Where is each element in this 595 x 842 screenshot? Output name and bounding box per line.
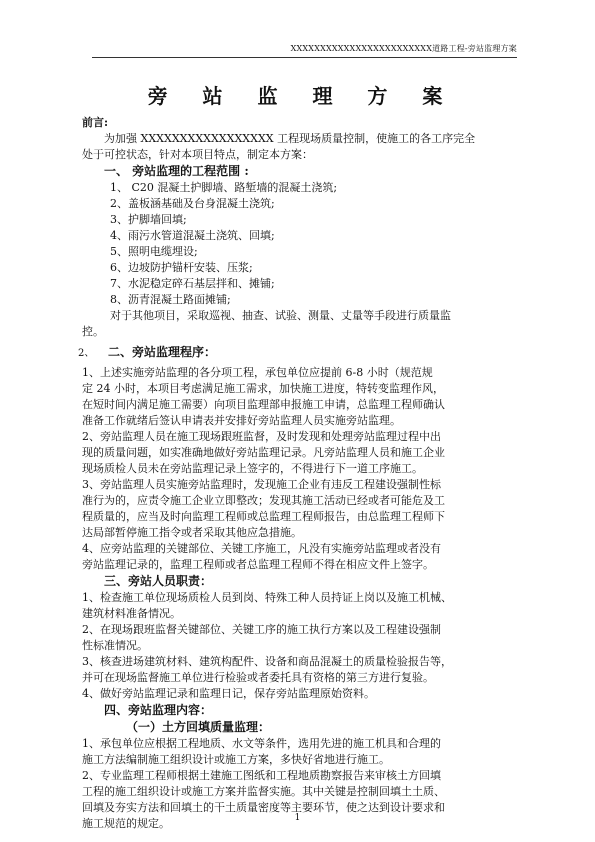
- content-line: 1、承包单位应根据工程地质、水文等条件，选用先进的施工机具和合理的: [82, 737, 441, 750]
- scope-item: 6、边坡防护锚杆安装、压浆;: [110, 261, 253, 274]
- scope-item: 5、照明电缆埋设;: [110, 245, 198, 258]
- procedure-line: 准备工作就绪后签认申请表并安排好旁站监理人员实施旁站监理。: [82, 414, 401, 427]
- content-line: 2、专业监理工程师根据土建施工图纸和工程地质勘察报告来审核土方回填: [82, 769, 441, 782]
- procedure-line: 达局部暂停施工指令或者采取其他应急措施。: [82, 526, 302, 539]
- preface-label: 前言:: [82, 116, 109, 129]
- scope-item: 3、护脚墙回填;: [110, 213, 187, 226]
- subsection1-title: （一）土方回填质量监理：: [126, 720, 271, 734]
- procedure-line: 程质量的，应当及时向监理工程师或总监理工程师报告，由总监理工程师下: [82, 510, 445, 523]
- content-line: 工程的施工组织设计或施工方案并监督实施。其中关键是控制回填土土质、: [82, 785, 445, 798]
- section1-title: 一、 旁站监理的工程范围 :: [104, 164, 249, 178]
- duty-line: 4、做好旁站监理记录和监理日记，保存旁站监理原始资料。: [82, 687, 375, 700]
- procedure-line: 1、上述实施旁站监理的各分项工程，承包单位应提前 6-8 小时（规范规: [82, 366, 433, 379]
- duty-line: 3、核查进场建筑材料、建筑构配件、设备和商品混凝土的质量检验报告等，: [82, 655, 452, 668]
- scope-closing-line: 对于其他项目，采取巡视、抽查、试验、测量、丈量等手段进行质量监: [110, 309, 451, 322]
- scope-item: 2、盖板涵基础及台身混凝土浇筑;: [110, 197, 275, 210]
- procedure-line: 3、旁站监理人员实施旁站监理时，发现施工企业有违反工程建设强制性标: [82, 478, 441, 491]
- section2-number: 2、: [78, 348, 95, 359]
- procedure-line: 4、应旁站监理的关键部位、关键工序施工，凡没有实施旁站监理或者没有: [82, 542, 441, 555]
- content-line: 施工规范的规定。: [82, 817, 170, 830]
- procedure-line: 旁站监理记录的，监理工程师或者总监理工程师不得在相应文件上签字。: [82, 558, 434, 571]
- section4-title: 四、旁站监理内容：: [104, 703, 213, 717]
- procedure-line: 在短时间内满足施工需要）向项目监理部申报施工申请，总监理工程师确认: [82, 398, 445, 411]
- document-body: [78, 80, 522, 832]
- duty-line: 性标准情况。: [82, 639, 148, 652]
- duty-line: 2、在现场跟班监督关键部位、关键工序的施工执行方案以及工程建设强制: [82, 623, 441, 636]
- duty-line: 1、检查施工单位现场质检人员到岗、特殊工种人员持证上岗以及施工机械、: [82, 591, 452, 604]
- scope-item: 7、水泥稳定碎石基层拌和、摊铺;: [110, 277, 275, 290]
- duty-line: 并可在现场监督施工单位进行检验或者委托具有资格的第三方进行复验。: [82, 671, 434, 684]
- scope-closing-line: 控。: [82, 325, 104, 338]
- procedure-line: 现的质量问题，如实准确地做好旁站监理记录。凡旁站监理人员和施工企业: [82, 446, 445, 459]
- content-line: 施工方法编制施工组织设计或施工方案，多快好省地进行施工。: [82, 753, 390, 766]
- procedure-line: 准行为的，应责令施工企业立即整改；发现其施工活动已经或者可能危及工: [82, 494, 445, 507]
- page-header: XXXXXXXXXXXXXXXXXXXXXXXX道路工程-旁站监理方案: [92, 43, 517, 58]
- section3-title: 三、旁站人员职责：: [104, 574, 213, 588]
- procedure-line: 定 24 小时，本项目考虑满足施工需求，加快施工进度，特转变监理作风，: [82, 382, 444, 395]
- procedure-line: 现场质检人员未在旁站监理记录上签字的，不得进行下一道工序施工。: [82, 462, 423, 475]
- preface-line: 处于可控状态，针对本项目特点，制定本方案：: [82, 148, 313, 161]
- document-title: 旁 站 监 理 方 案: [147, 84, 457, 108]
- procedure-line: 2、旁站监理人员在施工现场跟班监督，及时发现和处理旁站监理过程中出: [82, 430, 441, 443]
- duty-line: 建筑材料准备情况。: [82, 607, 181, 620]
- scope-item: 8、沥青混凝土路面摊铺;: [110, 293, 231, 306]
- section2-heading: [78, 344, 522, 361]
- section2-title: 二、旁站监理程序：: [108, 345, 217, 359]
- preface-line: 为加强 XXXXXXXXXXXXXXXXX 工程现场质量控制，使施工的各工序完全: [104, 132, 476, 145]
- scope-item: 4、雨污水管道混凝土浇筑、回填;: [110, 229, 275, 242]
- scope-item: 1、 C20 混凝土护脚墙、路堑墙的混凝土浇筑;: [110, 181, 338, 194]
- content-line: 回填及夯实方法和回填土的干土质量密度等主要环节，使之达到设计要求和: [82, 801, 445, 814]
- page-number: 1: [294, 813, 301, 823]
